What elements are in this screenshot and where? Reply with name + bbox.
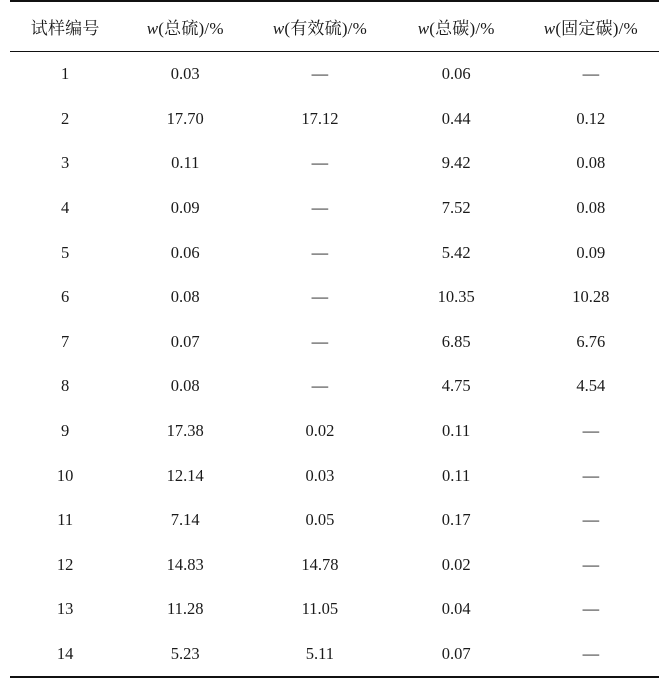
cell-total-carbon: 0.04 [441, 599, 471, 619]
table-row [10, 409, 659, 454]
cell-total-sulfur: 0.07 [170, 331, 200, 351]
header-italic-w-total-carbon: w [417, 19, 430, 38]
cell-total-carbon: 5.42 [441, 242, 471, 262]
cell-total-sulfur: 14.83 [166, 554, 204, 574]
cell-fixed-carbon: — [523, 632, 659, 678]
cell-total-sulfur: 0.09 [170, 198, 200, 218]
cell-effective-sulfur: — [311, 331, 329, 351]
cell-total-carbon: 9.42 [441, 153, 471, 173]
table-row [10, 141, 659, 186]
cell-total-carbon: 0.02 [441, 554, 471, 574]
cell-effective-sulfur: 0.02 [305, 421, 335, 441]
cell-fixed-carbon: — [582, 465, 600, 485]
table-row [10, 498, 659, 543]
cell-total-carbon: 10.35 [437, 287, 475, 307]
cell-total-sulfur: 0.08 [170, 376, 200, 396]
cell-fixed-carbon: 10.28 [572, 287, 610, 307]
header-italic-w-effective-sulfur: w [272, 19, 285, 38]
cell-total-sulfur: 17.38 [166, 421, 204, 441]
cell-sample-no: 8 [61, 376, 70, 396]
table-row [10, 52, 659, 97]
cell-sample-no: 3 [61, 153, 70, 173]
cell-effective-sulfur: 0.03 [305, 465, 335, 485]
cell-total-sulfur: 7.14 [170, 510, 200, 530]
cell-effective-sulfur: — [311, 287, 329, 307]
cell-total-carbon: 0.11 [442, 465, 471, 485]
cell-total-sulfur: 0.06 [170, 242, 200, 262]
cell-total-sulfur: 0.08 [170, 287, 200, 307]
cell-sample-no: 12 [56, 554, 74, 574]
table-row [10, 453, 659, 498]
cell-effective-sulfur: — [311, 376, 329, 396]
cell-total-sulfur: 0.11 [171, 153, 200, 173]
cell-fixed-carbon: — [582, 510, 600, 530]
cell-fixed-carbon: 0.12 [576, 108, 606, 128]
cell-effective-sulfur: 17.12 [301, 108, 339, 128]
cell-effective-sulfur: — [311, 198, 329, 218]
cell-sample-no: 7 [61, 331, 70, 351]
cell-effective-sulfur: — [311, 64, 329, 84]
table-row [10, 364, 659, 409]
table-body [10, 52, 659, 678]
cell-effective-sulfur: — [311, 153, 329, 173]
table-row [10, 587, 659, 632]
cell-sample-no: 6 [61, 287, 70, 307]
cell-fixed-carbon: 4.54 [576, 376, 606, 396]
table-header [10, 1, 659, 52]
header-text-total-carbon: (总碳)/% [429, 19, 495, 38]
header-text-total-sulfur: (总硫)/% [158, 19, 224, 38]
header-italic-w-fixed-carbon: w [543, 19, 556, 38]
cell-total-sulfur: 0.03 [170, 64, 200, 84]
sample-analysis-table [10, 0, 659, 678]
table-row [10, 97, 659, 142]
cell-total-sulfur: 17.70 [166, 108, 204, 128]
cell-sample-no: 9 [61, 421, 70, 441]
cell-fixed-carbon: — [582, 599, 600, 619]
cell-fixed-carbon: — [582, 554, 600, 574]
cell-sample-no: 11 [57, 510, 74, 530]
cell-sample-no: 5 [61, 242, 70, 262]
column-header-fixed-carbon [523, 1, 659, 52]
cell-sample-no: 10 [56, 465, 74, 485]
header-text-effective-sulfur: (有效硫)/% [284, 19, 367, 38]
table-row [10, 320, 659, 365]
cell-sample-no: 4 [61, 198, 70, 218]
cell-effective-sulfur: — [311, 242, 329, 262]
cell-total-sulfur: 5.23 [120, 632, 250, 678]
cell-effective-sulfur: 14.78 [301, 554, 339, 574]
cell-effective-sulfur: 5.11 [250, 632, 390, 678]
cell-effective-sulfur: 0.05 [305, 510, 335, 530]
table-row [10, 230, 659, 275]
cell-total-carbon: 0.17 [441, 510, 471, 530]
cell-total-carbon: 0.07 [390, 632, 523, 678]
cell-fixed-carbon: — [582, 421, 600, 441]
table-row [10, 543, 659, 588]
header-text-sample-no: 试样编号 [30, 19, 100, 38]
column-header-effective-sulfur [250, 1, 390, 52]
cell-total-carbon: 0.11 [442, 421, 471, 441]
cell-sample-no: 1 [61, 64, 70, 84]
cell-sample-no: 14 [10, 632, 120, 678]
cell-total-carbon: 7.52 [441, 198, 471, 218]
cell-fixed-carbon: 0.08 [576, 198, 606, 218]
cell-fixed-carbon: 0.08 [576, 153, 606, 173]
cell-total-carbon: 0.44 [441, 108, 471, 128]
cell-total-carbon: 4.75 [441, 376, 471, 396]
header-text-fixed-carbon: (固定碳)/% [555, 19, 638, 38]
cell-effective-sulfur: 11.05 [301, 599, 339, 619]
header-row [10, 1, 659, 52]
cell-fixed-carbon: — [582, 64, 600, 84]
cell-total-carbon: 6.85 [441, 331, 471, 351]
cell-total-sulfur: 11.28 [166, 599, 204, 619]
table-row [10, 632, 659, 678]
column-header-total-sulfur [120, 1, 250, 52]
header-italic-w-total-sulfur: w [146, 19, 159, 38]
cell-sample-no: 2 [61, 108, 70, 128]
column-header-total-carbon [390, 1, 523, 52]
cell-total-sulfur: 12.14 [166, 465, 204, 485]
table-row [10, 186, 659, 231]
cell-fixed-carbon: 0.09 [576, 242, 606, 262]
table-row [10, 275, 659, 320]
column-header-sample-no [10, 1, 120, 52]
cell-fixed-carbon: 6.76 [576, 331, 606, 351]
cell-sample-no: 13 [56, 599, 74, 619]
cell-total-carbon: 0.06 [441, 64, 471, 84]
